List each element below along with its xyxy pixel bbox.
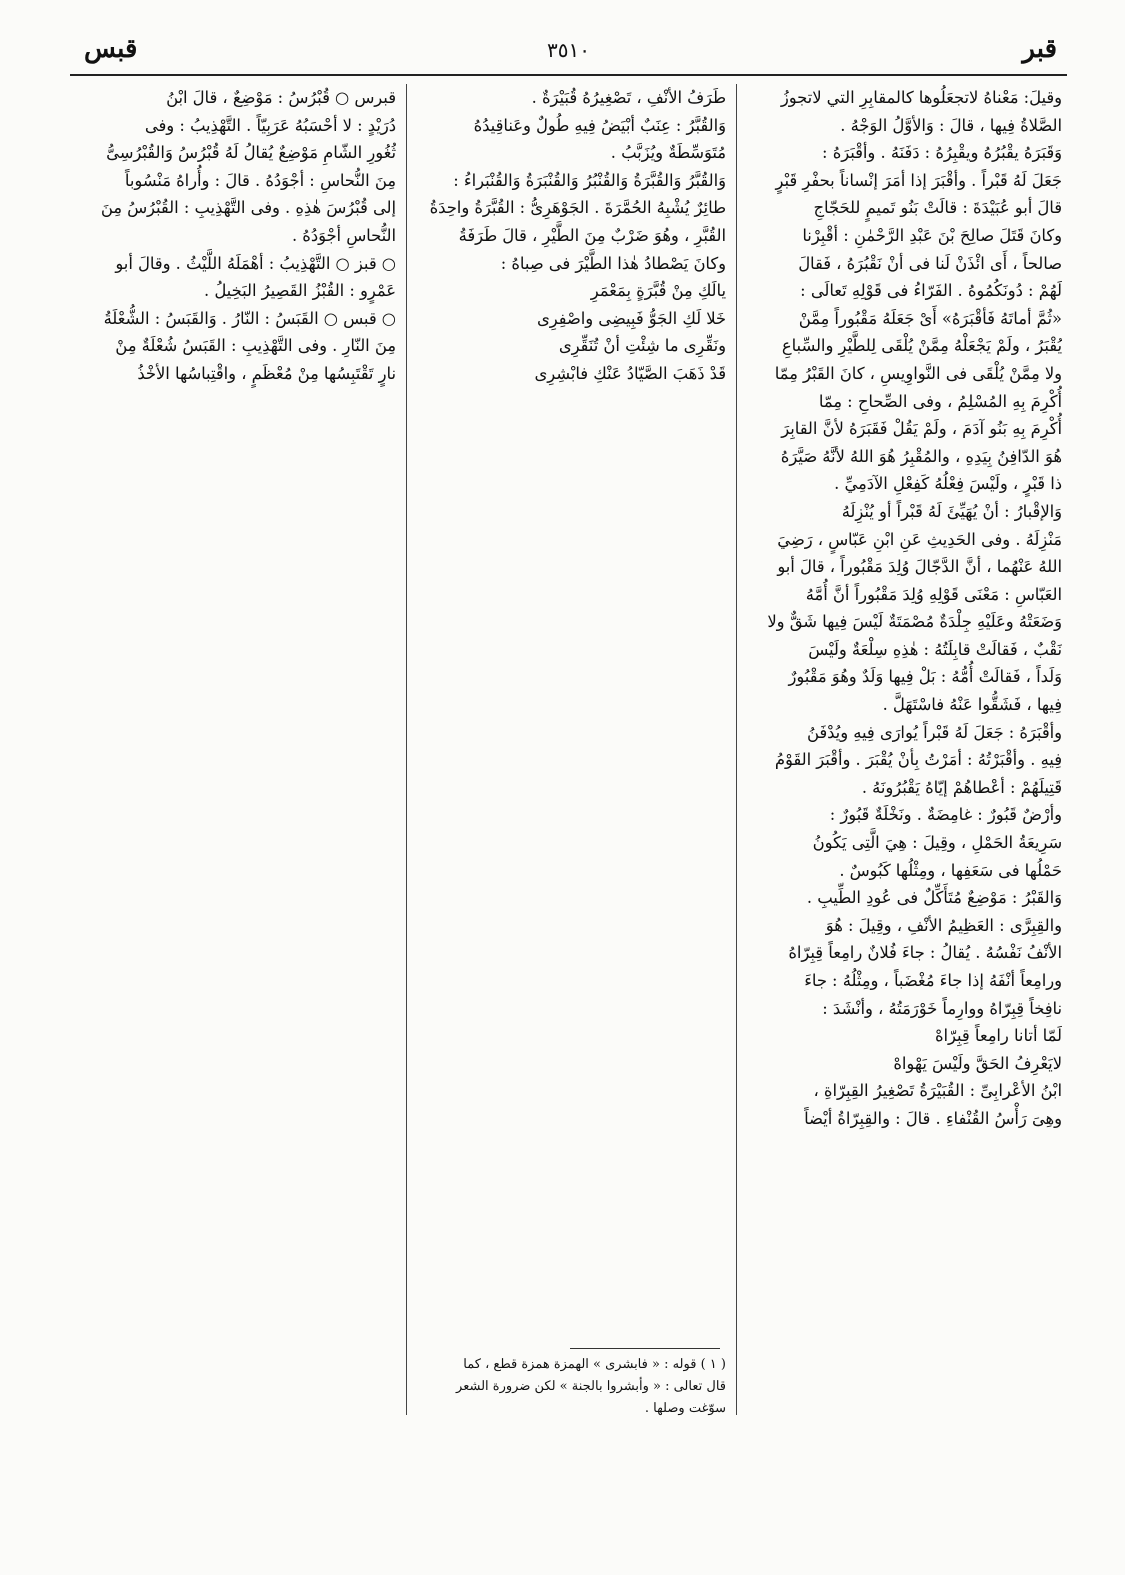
text-line: قَدْ ذَهَبَ الصَّيّادُ عَنْكِ فابْشِرِى (534, 363, 726, 383)
text-line: ثُغُورِ الشّامِ مَوْضِعٌ يُقالُ لَهُ قُبْرُسُ وَالقُبْرُسِىُّ (106, 143, 396, 163)
text-line: اللهُ عَنْهُما ، أنَّ الدَّجّالَ وُلِدَ مَقْبُوراً ، قالَ أبو (777, 557, 1062, 577)
header-keyword-right: قبر (1022, 34, 1057, 64)
text-line: وَالقُبَّرُ وَالقُبَّرَةُ وَالقُنْبُرُ وَالقُنْبَرَةُ وَالقُنْبَراءُ : (453, 170, 726, 190)
text-line: وَلَداً ، فَقالَتْ أُمُّهُ : بَلْ فِيها وَلَدٌ وهُوَ مَقْبُورٌ (788, 667, 1062, 687)
text-line: العَبّاسِ : مَعْنَى قَوْلِهِ وُلِدَ مَقْبُوراً أنَّ أُمَّهُ (805, 584, 1062, 604)
text-line: والقِبِرَّى : العَظِيمُ الأنْفِ ، وقِيلَ : هُوَ (825, 915, 1062, 935)
text-line: مِنَ النُّحاسِ : أجْوَدُهُ . قالَ : وأُراهُ مَنْسُوباً (124, 170, 396, 190)
text-line: مُتَوَسِّطَةٌ ويُزَبَّبُ . (610, 143, 726, 163)
text-line: قَتِيلَهُمْ : أعْطاهُمْ إيّاهُ يَقْبُرُونَهُ . (861, 777, 1062, 797)
text-line: سَرِيعَةُ الحَمْلِ ، وقِيلَ : هِيَ الَّتِى يَكُونُ (812, 833, 1062, 853)
text-line: عَمْرٍو : القُبْزُ القَصِيرُ البَخِيلُ . (203, 281, 396, 301)
text-line: القُبَّرِ ، وهُوَ ضَرْبٌ مِنَ الطَّيْرِ ، قالَ طَرَفَةُ (458, 225, 726, 245)
text-line: أُكْرِمَ بِهِ المُسْلِمُ ، وفى الصِّحاحِ : مِمّا (818, 391, 1062, 411)
text-line: مِنَ النّارِ . وفى التَّهْذِيبِ : القَبَسُ شُعْلَةٌ مِنْ (115, 336, 396, 356)
text-line: وَقَبَرَهُ يقْبُرُهُ ويقْبِرُهُ : دَفَنَهُ . وأقْبَرَهُ : (822, 143, 1062, 163)
text-line: ورامِعاً أنْفَهُ إذا جاءَ مُغْضَباً ، ومِثْلُهُ : جاءَ (804, 971, 1062, 990)
column-left (80, 84, 396, 1426)
text-line: ولا مِمَّنْ يُلْقَى فى النَّواوِيسِ ، كانَ القَبْرُ مِمّا (774, 363, 1062, 383)
column-divider (406, 84, 407, 1415)
text-line: وأرْضٌ قَبُورٌ : غامِضَةٌ . ونَخْلَةٌ قَبُورٌ : (829, 805, 1062, 825)
text-line: قالَ أبو عُبَيْدَةَ : قالَتْ بَنُو تَميمٍ للحَجّاجِ (813, 198, 1062, 218)
text-line: نَقْبٌ ، فَقالَتْ قابِلَتُهُ : هٰذِهِ سِلْعَةٌ ولَيْسَ (808, 639, 1062, 659)
footnote-line: سوّغت وصلها . (644, 1401, 726, 1416)
text-line: إلى قُبْرُسَ هٰذِهِ . وفى التَّهْذِيبِ : القُبْرُسُ مِنَ (100, 198, 396, 218)
text-line: هُوَ الدّافِنُ بِيَدِهِ ، والمُقْبِرُ هُوَ اللهُ لأنَّهُ صَيَّرَهُ (780, 446, 1062, 466)
page-header (70, 30, 1067, 70)
footnote (418, 1354, 726, 1420)
text-line: فِيها ، فَشَقُّوا عَنْهُ فاسْتَهَلَّ . (882, 695, 1062, 715)
footnote-line: قال تعالى : « وأبشروا بالجنة » لكن ضرورة الشعر (456, 1379, 726, 1394)
page-number: ٣٥١٠ (547, 38, 590, 62)
text-line: قبرس ○ قُبْرُسُ : مَوْضِعٌ ، قالَ ابْنُ (166, 88, 396, 107)
text-line: وأقْبَرَهُ : جَعَلَ لَهُ قَبْراً يُوارَى فِيهِ ويُدْفَنُ (806, 722, 1062, 742)
text-line: طائِرٌ يُشْبِهُ الحُمَّرَةَ . الجَوْهَرِىُّ : القُبَّرَةُ واحِدَةُ (429, 198, 726, 218)
footnote-rule (570, 1348, 720, 1349)
text-line: يالَكِ مِنْ قُبَّرَةٍ بِمَعْمَرِ (590, 281, 726, 301)
text-line: ابْنُ الأعْرابِىِّ : القُبَيْرَةُ تَصْغِيرُ القِبِرّاةِ ، (813, 1081, 1062, 1101)
text-line: صالحاً ، أَى ائْذَنْ لَنا فى أنْ نَقْبُرَهُ ، فَقالَ (798, 253, 1062, 273)
text-line: الصَّلاةُ فِيها ، قالَ : وَالأوَّلُ الوَجْهُ . (840, 115, 1062, 135)
header-rule (70, 74, 1067, 76)
text-line: نافِخاً قِبِرّاهُ ووارِماً خَوْرَمَتُهُ ، وأنْشَدَ : (822, 998, 1062, 1018)
text-line: وهِىَ رَأْسُ القُنْفاءِ . قالَ : والقِبِرّاةُ أيْضاً (804, 1108, 1062, 1128)
column-right (744, 84, 1062, 1426)
text-line: لَمّا أتانا رامِعاً قِبِرّاهْ (934, 1026, 1062, 1046)
text-line: طَرَفُ الأنْفِ ، تَصْغِيرُهُ قُبَيْرَةٌ . (531, 88, 726, 107)
text-line: ونَقِّرِى ما شِئْتِ أنْ تُنَقِّرِى (558, 336, 726, 356)
text-line: وكانَ يَصْطادُ هٰذا الطَّيْرَ فى صِباهُ : (500, 253, 726, 273)
text-line: ذا قَبْرٍ ، ولَيْسَ فِعْلُهُ كَفِعْلِ الآدَمِيِّ . (834, 474, 1062, 494)
text-line: مَنْزِلَهُ . وفى الحَدِيثِ عَنِ ابْنِ عَبّاسٍ ، رَضِيَ (777, 529, 1062, 549)
text-line: النُّحاسِ أجْوَدُهُ . (291, 225, 396, 245)
text-line: ○ قبز ○ التَّهْذِيبُ : أهْمَلَهُ اللَّيْثُ . وقالَ أبو (115, 253, 396, 273)
text-line: يُقْبَرُ ، ولَمْ يَجْعَلْهُ مِمَّنْ يُلْقَى لِلطَّيْرِ والسِّباعِ (781, 336, 1062, 356)
text-line: خَلا لَكِ الجَوُّ فَبِيضِى واصْفِرِى (536, 308, 726, 328)
text-line: لايَعْرِفُ الحَقَّ ولَيْسَ يَهْواهْ (893, 1053, 1062, 1073)
text-line: نارٍ تَقْتَبِسُها مِنْ مُعْظَمٍ ، واقْتِباسُها الأخْذُ (137, 363, 396, 383)
text-line: أُكْرِمَ بِهِ بَنُو آدَمَ ، ولَمْ يَقُلْ فَقَبَرَهُ لأنَّ القابِرَ (781, 419, 1062, 439)
column-middle (418, 84, 726, 1426)
text-line: وَالإقْبارُ : أنْ يُهَيِّئَ لَهُ قَبْراً أو يُنْزِلَهُ (841, 501, 1062, 521)
text-line: وَالقُبَّرُ : عِنَبٌ أبْيَضُ فِيهِ طُولٌ وعَناقِيدُهُ (473, 115, 726, 135)
text-line: فِيهِ . وأقْبَرْتُهُ : أمَرْتُ بِأنْ يُقْبَرَ . وأقْبَرَ القَوْمُ (774, 750, 1062, 770)
text-line: وَضَعَتْهُ وعَلَيْهِ جِلْدَةٌ مُصْمَتَةٌ لَيْسَ فِيها شَقٌّ ولا (767, 612, 1062, 632)
text-line: وقيلَ: مَعْناهُ لاتجعَلُوها كالمقابِرِ التي لاتجوزُ (780, 88, 1062, 107)
text-line: لَهُمْ : دُونَكُمُوهُ . الفَرّاءُ فى قَوْلِهِ تَعالَى : (800, 281, 1062, 301)
text-line: دُرَيْدٍ : لا أحْسَبُهُ عَرَبِيّاً . التَّهْذِيبُ : وفى (144, 115, 396, 135)
text-line: وكانَ قَتَلَ صالِحَ بْنَ عَبْدِ الرَّحْمٰنِ : أقْبِرْنا (802, 225, 1062, 245)
text-line: حَمْلُها فى سَعَفِها ، ومِثْلُها كَبُوسٌ . (839, 860, 1062, 880)
footnote-line: ( ١ ) قوله : « فابشرى » الهمزة همزة قطع ، كما (463, 1357, 726, 1372)
text-line: جَعَلَ لَهُ قَبْراً . وأقْبَرَ إذا أمَرَ إنْساناً بحفْرِ قَبْرٍ (775, 170, 1062, 190)
column-divider (736, 84, 737, 1415)
text-line: «ثُمَّ أماتَهُ فَأقْبَرَهُ» أَىْ جَعَلَهُ مَقْبُوراً مِمَّنْ (798, 308, 1062, 328)
text-line: الأنْفُ نَفْسُهُ . يُقالُ : جاءَ فُلانٌ رامِعاً قِبِرّاهُ (788, 943, 1062, 963)
text-line: ○ قبس ○ القَبَسُ : النّارُ . وَالقَبَسُ : الشُّعْلَةُ (103, 308, 396, 328)
text-line: وَالقَبْرُ : مَوْضِعٌ مُتَأَكِّلٌ فى عُودِ الطِّيبِ . (806, 888, 1062, 908)
header-keyword-left: قبس (84, 34, 138, 64)
